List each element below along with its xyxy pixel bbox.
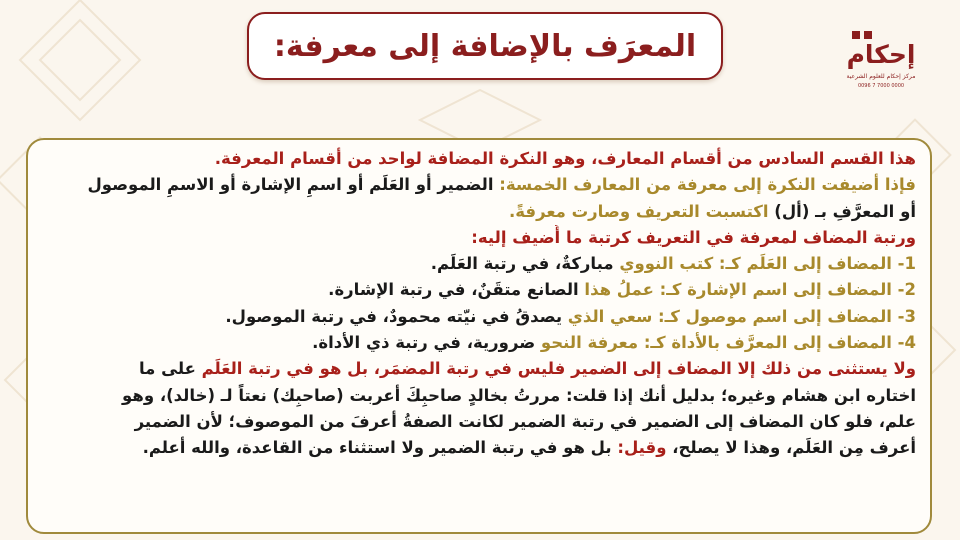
logo-subtitle: مركز إحكام للعلوم الشرعية [846,73,916,80]
text-segment: يصدقُ في نيّته محمودٌ، في رتبة الموصول. [225,306,563,326]
text-segment: مباركةٌ، في رتبة العَلَم. [430,254,614,274]
text-segment: اختاره ابن هشام وغيره؛ بدليل أنك إذا قلت: مررتُ بخالدٍ صاحبِكَ أعربت (صاحبِك) نعتاً لـ (خالد)، وهو [122,385,916,405]
content-panel [26,138,932,534]
page-title: المعرَف بالإضافة إلى معرفة: [273,28,697,64]
logo-phone: 0096 7 7000 0000 [857,83,905,89]
logo [842,28,920,98]
content-line [36,277,916,303]
text-segment: ورتبة المضاف لمعرفة في التعريف كرتبة ما أُضيف إليه: [471,227,916,247]
content-line [36,330,916,356]
text-segment: عملُ هذا [578,280,654,300]
text-segment: أعرف مِن العَلَم، وهذا لا يصلح، [666,438,916,458]
text-segment: هذا القسم السادس من أقسام المعارف، وهو النكرة المضافة لواحد من أقسام المعرفة. [214,149,916,168]
content-line [36,435,916,461]
logo-name: إحكام [846,40,916,69]
text-segment: أو المعرَّفِ بـ (أل) [768,201,916,221]
text-segment: وقيل: [611,438,667,458]
content-text [36,146,916,462]
content-line [36,383,916,409]
text-segment: فإذا أضيفت النكرة إلى معرفة من المعارف الخمسة: [493,175,916,195]
text-segment: 2- المضاف إلى اسم الإشارة كـ: [653,280,916,300]
text-segment: معرفة النحو [535,333,639,353]
content-line [36,146,916,172]
text-segment: الصانع متقَنٌ، في رتبة الإشارة. [328,280,579,300]
text-segment: كتب النووي [613,254,714,274]
text-segment: على ما [138,359,196,379]
content-line [36,199,916,225]
content-line [36,225,916,251]
content-line [36,251,916,277]
text-segment: 3- المضاف إلى اسم موصول كـ: [652,306,916,326]
content-line [36,409,916,435]
text-segment: 1- المضاف إلى العَلَم كـ: [713,254,916,274]
title-banner [247,12,723,80]
text-segment: علم، فلو كان المضاف إلى الضمير في رتبة الضمير لكانت الصفةُ أعرفَ من الموصوف؛ لأن الضمير [134,411,916,431]
text-segment: الضمير أو العَلَم أو اسمِ الإشارة أو الاسمِ الموصول [87,175,494,195]
text-segment: 4- المضاف إلى المعرَّف بالأداة كـ: [638,333,916,353]
content-line [36,172,916,198]
text-segment: سعي الذي [562,306,653,326]
text-segment: بل هو في رتبة الضمير ولا استثناء من القاعدة، والله أعلم. [142,438,612,458]
text-segment: اكتسبت التعريف وصارت معرفةً. [508,201,769,221]
text-segment: ضرورية، في رتبة ذي الأداة. [312,333,536,353]
text-segment: ولا يستثنى من ذلك إلا المضاف إلى الضمير فليس في رتبة المضمَر، بل هو في رتبة العَلَم [195,359,916,379]
content-line [36,356,916,382]
content-line [36,304,916,330]
